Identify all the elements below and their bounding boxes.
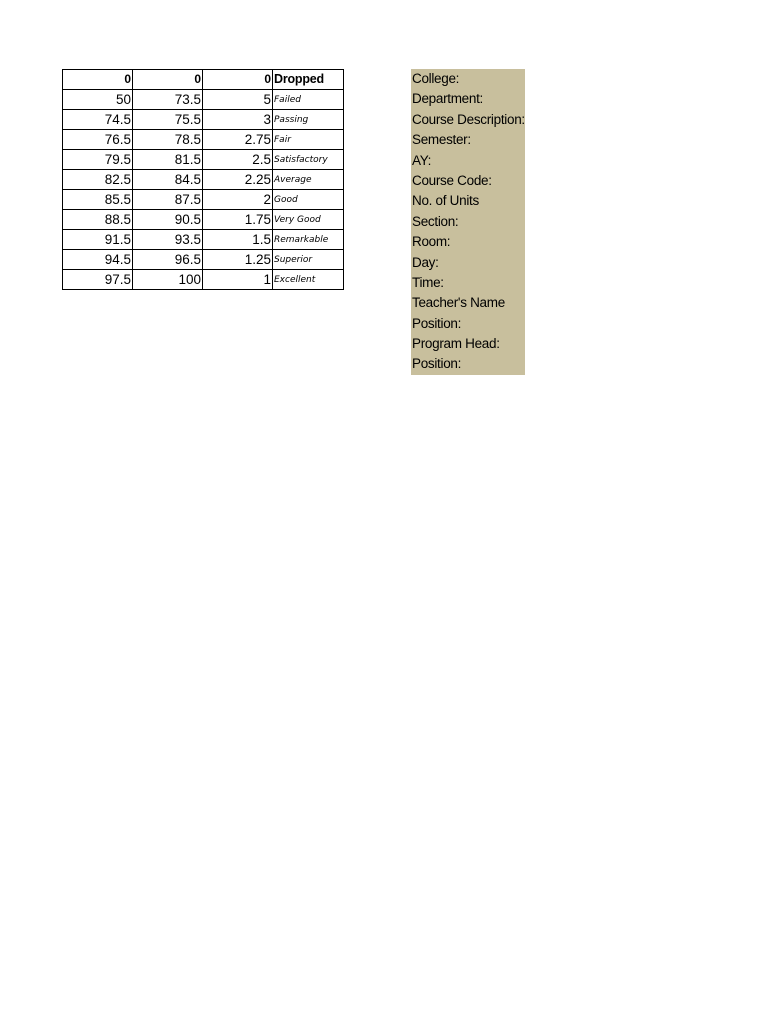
info-label-ay[interactable]: AY: bbox=[412, 152, 432, 168]
info-label-head-position[interactable]: Position: bbox=[412, 356, 462, 372]
info-label-department[interactable]: Department: bbox=[412, 91, 483, 107]
cell-min-score[interactable]: 79.5 bbox=[63, 150, 133, 170]
cell-grade-point[interactable]: 1.5 bbox=[203, 230, 273, 250]
table-row bbox=[63, 110, 344, 130]
info-label-teacher-name[interactable]: Teacher's Name bbox=[412, 295, 505, 311]
table-row bbox=[63, 90, 344, 110]
info-label-time[interactable]: Time: bbox=[412, 274, 444, 290]
table-row bbox=[63, 250, 344, 270]
table-header-row bbox=[63, 70, 344, 90]
table-row bbox=[63, 210, 344, 230]
cell-remark[interactable]: Superior bbox=[273, 250, 344, 270]
cell-remark[interactable]: Satisfactory bbox=[273, 150, 344, 170]
cell-grade-point[interactable]: 2 bbox=[203, 190, 273, 210]
info-label-room[interactable]: Room: bbox=[412, 234, 451, 250]
info-label-teacher-position[interactable]: Position: bbox=[412, 315, 462, 331]
header-cell-max[interactable]: 0 bbox=[133, 70, 203, 90]
cell-max-score[interactable]: 96.5 bbox=[133, 250, 203, 270]
header-cell-min[interactable]: 0 bbox=[63, 70, 133, 90]
cell-min-score[interactable]: 74.5 bbox=[63, 110, 133, 130]
cell-min-score[interactable]: 82.5 bbox=[63, 170, 133, 190]
info-label-program-head[interactable]: Program Head: bbox=[412, 336, 500, 352]
cell-min-score[interactable]: 97.5 bbox=[63, 270, 133, 290]
cell-grade-point[interactable]: 5 bbox=[203, 90, 273, 110]
table-row bbox=[63, 270, 344, 290]
cell-grade-point[interactable]: 2.75 bbox=[203, 130, 273, 150]
info-label-section[interactable]: Section: bbox=[412, 213, 459, 229]
cell-min-score[interactable]: 50 bbox=[63, 90, 133, 110]
cell-max-score[interactable]: 84.5 bbox=[133, 170, 203, 190]
grade-scale-table bbox=[62, 69, 344, 290]
cell-grade-point[interactable]: 1.75 bbox=[203, 210, 273, 230]
cell-max-score[interactable]: 93.5 bbox=[133, 230, 203, 250]
cell-remark[interactable]: Fair bbox=[273, 130, 344, 150]
cell-grade-point[interactable]: 1.25 bbox=[203, 250, 273, 270]
table-row bbox=[63, 150, 344, 170]
cell-min-score[interactable]: 91.5 bbox=[63, 230, 133, 250]
cell-min-score[interactable]: 94.5 bbox=[63, 250, 133, 270]
cell-grade-point[interactable]: 2.25 bbox=[203, 170, 273, 190]
cell-remark[interactable]: Failed bbox=[273, 90, 344, 110]
cell-remark[interactable]: Excellent bbox=[273, 270, 344, 290]
table-row bbox=[63, 190, 344, 210]
cell-max-score[interactable]: 78.5 bbox=[133, 130, 203, 150]
header-cell-grade[interactable]: 0 bbox=[203, 70, 273, 90]
cell-max-score[interactable]: 90.5 bbox=[133, 210, 203, 230]
info-label-semester[interactable]: Semester: bbox=[412, 132, 471, 148]
course-info-panel bbox=[411, 69, 525, 375]
info-label-course-description[interactable]: Course Description: bbox=[412, 111, 525, 127]
cell-max-score[interactable]: 87.5 bbox=[133, 190, 203, 210]
info-label-course-code[interactable]: Course Code: bbox=[412, 172, 492, 188]
cell-remark[interactable]: Average bbox=[273, 170, 344, 190]
info-label-college[interactable]: College: bbox=[412, 71, 460, 86]
cell-max-score[interactable]: 81.5 bbox=[133, 150, 203, 170]
cell-min-score[interactable]: 88.5 bbox=[63, 210, 133, 230]
cell-remark[interactable]: Remarkable bbox=[273, 230, 344, 250]
info-label-day[interactable]: Day: bbox=[412, 254, 439, 270]
table-row bbox=[63, 170, 344, 190]
cell-grade-point[interactable]: 3 bbox=[203, 110, 273, 130]
info-label-units[interactable]: No. of Units bbox=[412, 193, 479, 209]
table-row bbox=[63, 230, 344, 250]
cell-grade-point[interactable]: 1 bbox=[203, 270, 273, 290]
cell-grade-point[interactable]: 2.5 bbox=[203, 150, 273, 170]
cell-remark[interactable]: Passing bbox=[273, 110, 344, 130]
cell-min-score[interactable]: 76.5 bbox=[63, 130, 133, 150]
cell-remark[interactable]: Good bbox=[273, 190, 344, 210]
cell-max-score[interactable]: 75.5 bbox=[133, 110, 203, 130]
header-cell-remark[interactable]: Dropped bbox=[273, 70, 344, 90]
cell-min-score[interactable]: 85.5 bbox=[63, 190, 133, 210]
cell-max-score[interactable]: 73.5 bbox=[133, 90, 203, 110]
cell-max-score[interactable]: 100 bbox=[133, 270, 203, 290]
cell-remark[interactable]: Very Good bbox=[273, 210, 344, 230]
table-row bbox=[63, 130, 344, 150]
